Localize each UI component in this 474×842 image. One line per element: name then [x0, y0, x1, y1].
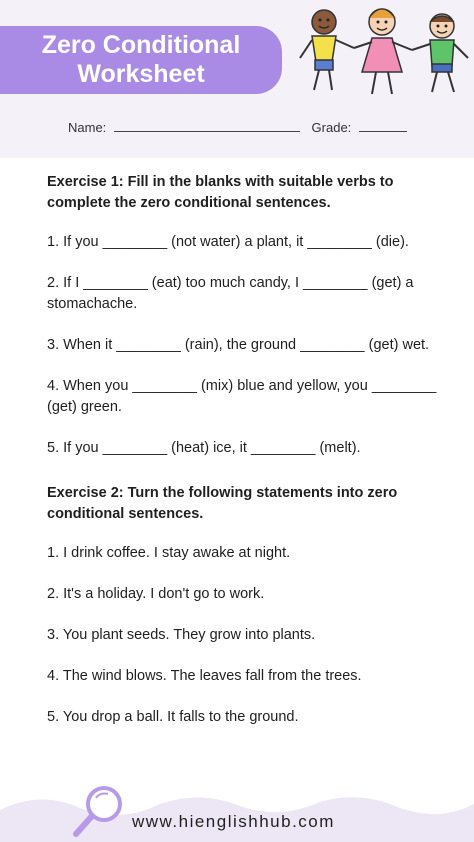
exercise-2-item-2: 2. It's a holiday. I don't go to work.: [47, 586, 265, 602]
name-field[interactable]: [114, 119, 300, 132]
website-url[interactable]: www.hienglishhub.com: [132, 812, 335, 831]
kid-right: [412, 14, 468, 92]
exercise-2-item-4: 4. The wind blows. The leaves fall from the trees.: [47, 668, 362, 684]
name-grade-row: [68, 119, 407, 135]
worksheet-content: [47, 172, 442, 728]
grade-field[interactable]: [359, 119, 407, 132]
exercise-2-item-5: 5. You drop a ball. It falls to the ground.: [47, 709, 299, 725]
title-line-1: Zero Conditional: [41, 31, 241, 59]
magnifying-glass-icon: [66, 780, 128, 842]
exercise-1-item-2: 2. If I ________ (eat) too much candy, I ________ (get) a stomachache.: [47, 275, 414, 312]
exercise-1-item-1: 1. If you ________ (not water) a plant, it ________ (die).: [47, 234, 409, 250]
title-banner: [0, 26, 282, 94]
grade-label: Grade:: [311, 120, 352, 135]
exercise-1-item-5: 5. If you ________ (heat) ice, it ________ (melt).: [47, 440, 361, 456]
exercise-2-heading: Exercise 2: Turn the following statements into zero conditional sentences.: [47, 485, 398, 522]
exercise-1-item-4: 4. When you ________ (mix) blue and yellow, you ________ (get) green.: [47, 378, 437, 415]
name-label: Name:: [68, 120, 107, 135]
kid-middle: [354, 9, 412, 94]
exercise-1-item-3: 3. When it ________ (rain), the ground ________ (get) wet.: [47, 337, 430, 353]
title-line-2: Worksheet: [77, 60, 205, 88]
exercise-2-item-3: 3. You plant seeds. They grow into plants.: [47, 627, 316, 643]
exercise-2-item-1: 1. I drink coffee. I stay awake at night.: [47, 545, 291, 561]
kid-left: [300, 10, 354, 90]
exercise-1-heading: Exercise 1: Fill in the blanks with suitable verbs to complete the zero conditional sentences.: [47, 174, 394, 211]
children-holding-hands-illustration: [292, 0, 474, 108]
